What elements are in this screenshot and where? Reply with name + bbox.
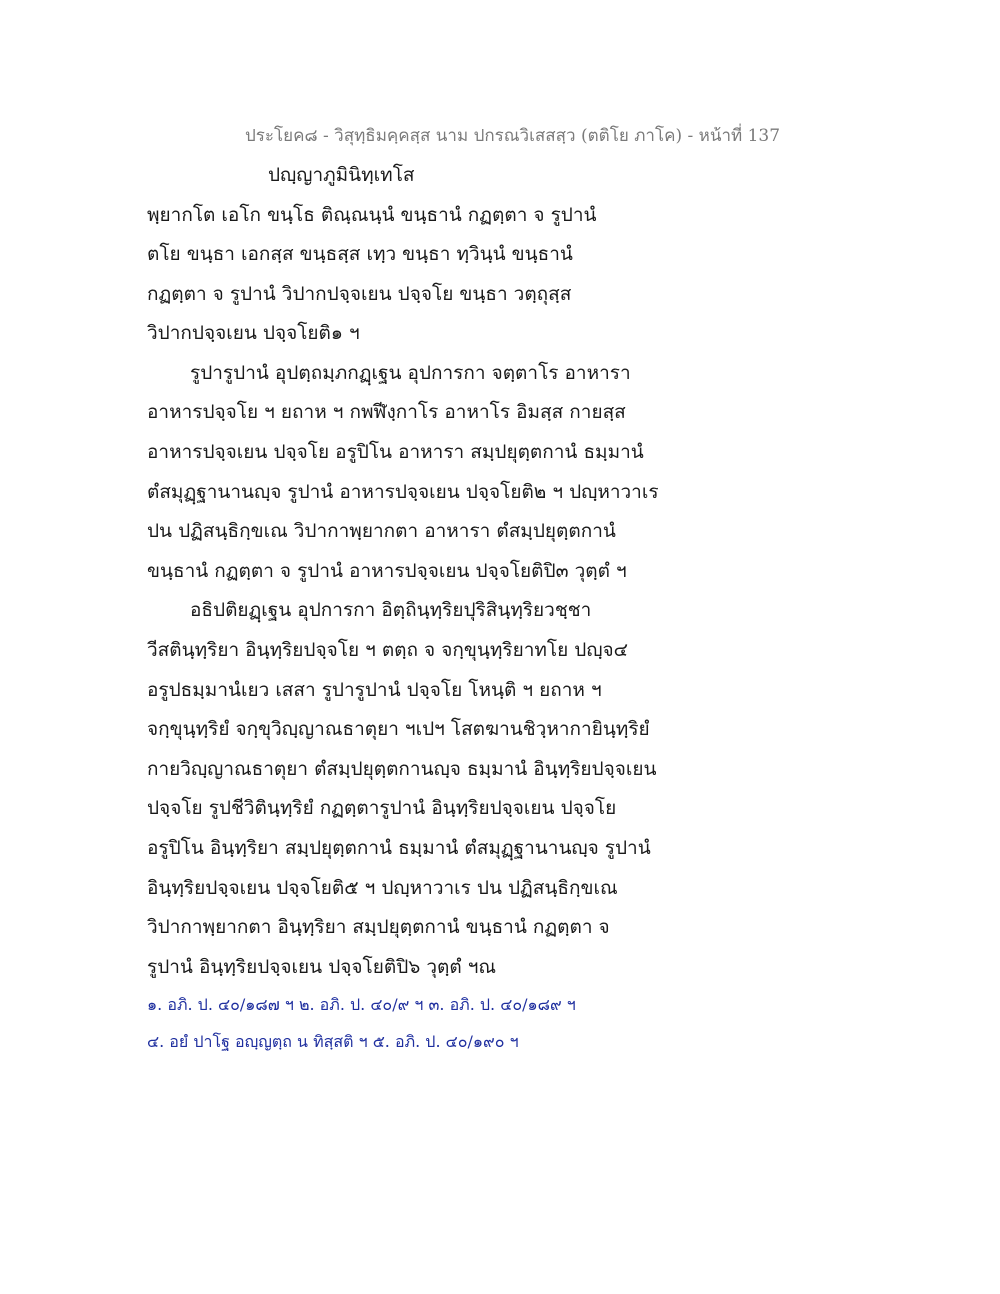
body-line: ปน ปฏิสนฺธิกฺขเณ วิปากาพฺยากตา อาหารา ตํสมฺปยุตฺตกานํ <box>147 520 616 542</box>
body-line: วีสตินฺทฺริยา อินฺทฺริยปจฺจโย ฯ ตตฺถ จ จกฺขุนฺทฺริยาทโย ปญฺจ๔ <box>147 639 629 661</box>
running-header: ประโยค๘ - วิสุทฺธิมคฺคสฺส นาม ปกรณวิเสสสฺว (ตติโย ภาโค) - หน้าที่ 137 <box>245 126 781 146</box>
body-line: จกฺขุนฺทฺริยํ จกฺขุวิญฺญาณธาตุยา ฯเปฯ โสตฆานชิวฺหากายินฺทฺริยํ <box>147 718 650 740</box>
footnote-line: ๔. อยํ ปาโฐ อญฺญตฺถ น ทิสฺสติ ฯ ๕. อภิ. ป. ๔๐/๑๙๐ ฯ <box>147 1032 519 1051</box>
body-line: อาหารปจฺจเยน ปจฺจโย อรูปิโน อาหารา สมฺปยุตฺตกานํ ธมฺมานํ <box>147 441 644 463</box>
footnote-line: ๑. อภิ. ป. ๔๐/๑๘๗ ฯ ๒. อภิ. ป. ๔๐/๙ ฯ ๓. อภิ. ป. ๔๐/๑๘๙ ฯ <box>147 995 576 1014</box>
body-line: อรูปธมฺมานํเยว เสสา รูปารูปานํ ปจฺจโย โหนฺติ ฯ ยถาห ฯ <box>147 679 602 701</box>
body-line: วิปากาพฺยากตา อินฺทฺริยา สมฺปยุตฺตกานํ ขนฺธานํ กฏตฺตา จ <box>147 916 610 938</box>
body-line: กฏตฺตา จ รูปานํ วิปากปจฺจเยน ปจฺจโย ขนฺธา วตฺถุสฺส <box>147 283 572 305</box>
body-line: ปจฺจโย รูปชีวิตินฺทฺริยํ กฏตฺตารูปานํ อินฺทฺริยปจฺจเยน ปจฺจโย <box>147 797 617 819</box>
body-line: ตโย ขนฺธา เอกสฺส ขนฺธสฺส เทฺว ขนฺธา ทฺวินฺนํ ขนฺธานํ <box>147 243 573 265</box>
body-line: กายวิญฺญาณธาตุยา ตํสมฺปยุตฺตกานญฺจ ธมฺมานํ อินฺทฺริยปจฺจเยน <box>147 758 657 780</box>
body-line: อาหารปจฺจโย ฯ ยถาห ฯ กพฬีงฺกาโร อาหาโร อิมสฺส กายสฺส <box>147 401 626 423</box>
paragraph-start-line: อธิปติยฏฺเฐน อุปการกา อิตฺถินฺทฺริยปุริสินฺทฺริยวชฺชา <box>190 599 592 621</box>
body-line: ขนฺธานํ กฏตฺตา จ รูปานํ อาหารปจฺจเยน ปจฺจโยติปิ๓ วุตฺตํ ฯ <box>147 560 627 582</box>
paragraph-start-line: รูปารูปานํ อุปตฺถมฺภกฏฺเฐน อุปการกา จตฺตาโร อาหารา <box>190 362 631 384</box>
section-title: ปญฺญาภูมินิทฺเทโส <box>268 164 415 186</box>
body-line: พฺยากโต เอโก ขนฺโธ ติณฺณนฺนํ ขนฺธานํ กฏตฺตา จ รูปานํ <box>147 204 597 226</box>
body-line: วิปากปจฺจเยน ปจฺจโยติ๑ ฯ <box>147 322 360 344</box>
body-line: อรูปิโน อินฺทฺริยา สมฺปยุตฺตกานํ ธมฺมานํ ตํสมุฏฺฐานานญฺจ รูปานํ <box>147 837 651 859</box>
body-line: รูปานํ อินฺทฺริยปจฺจเยน ปจฺจโยติปิ๖ วุตฺตํ ฯณ <box>147 956 497 978</box>
body-line: อินฺทฺริยปจฺจเยน ปจฺจโยติ๕ ฯ ปญฺหาวาเร ปน ปฏิสนฺธิกฺขเณ <box>147 877 618 899</box>
body-line: ตํสมุฏฺฐานานญฺจ รูปานํ อาหารปจฺจเยน ปจฺจโยติ๒ ฯ ปญฺหาวาเร <box>147 481 659 503</box>
